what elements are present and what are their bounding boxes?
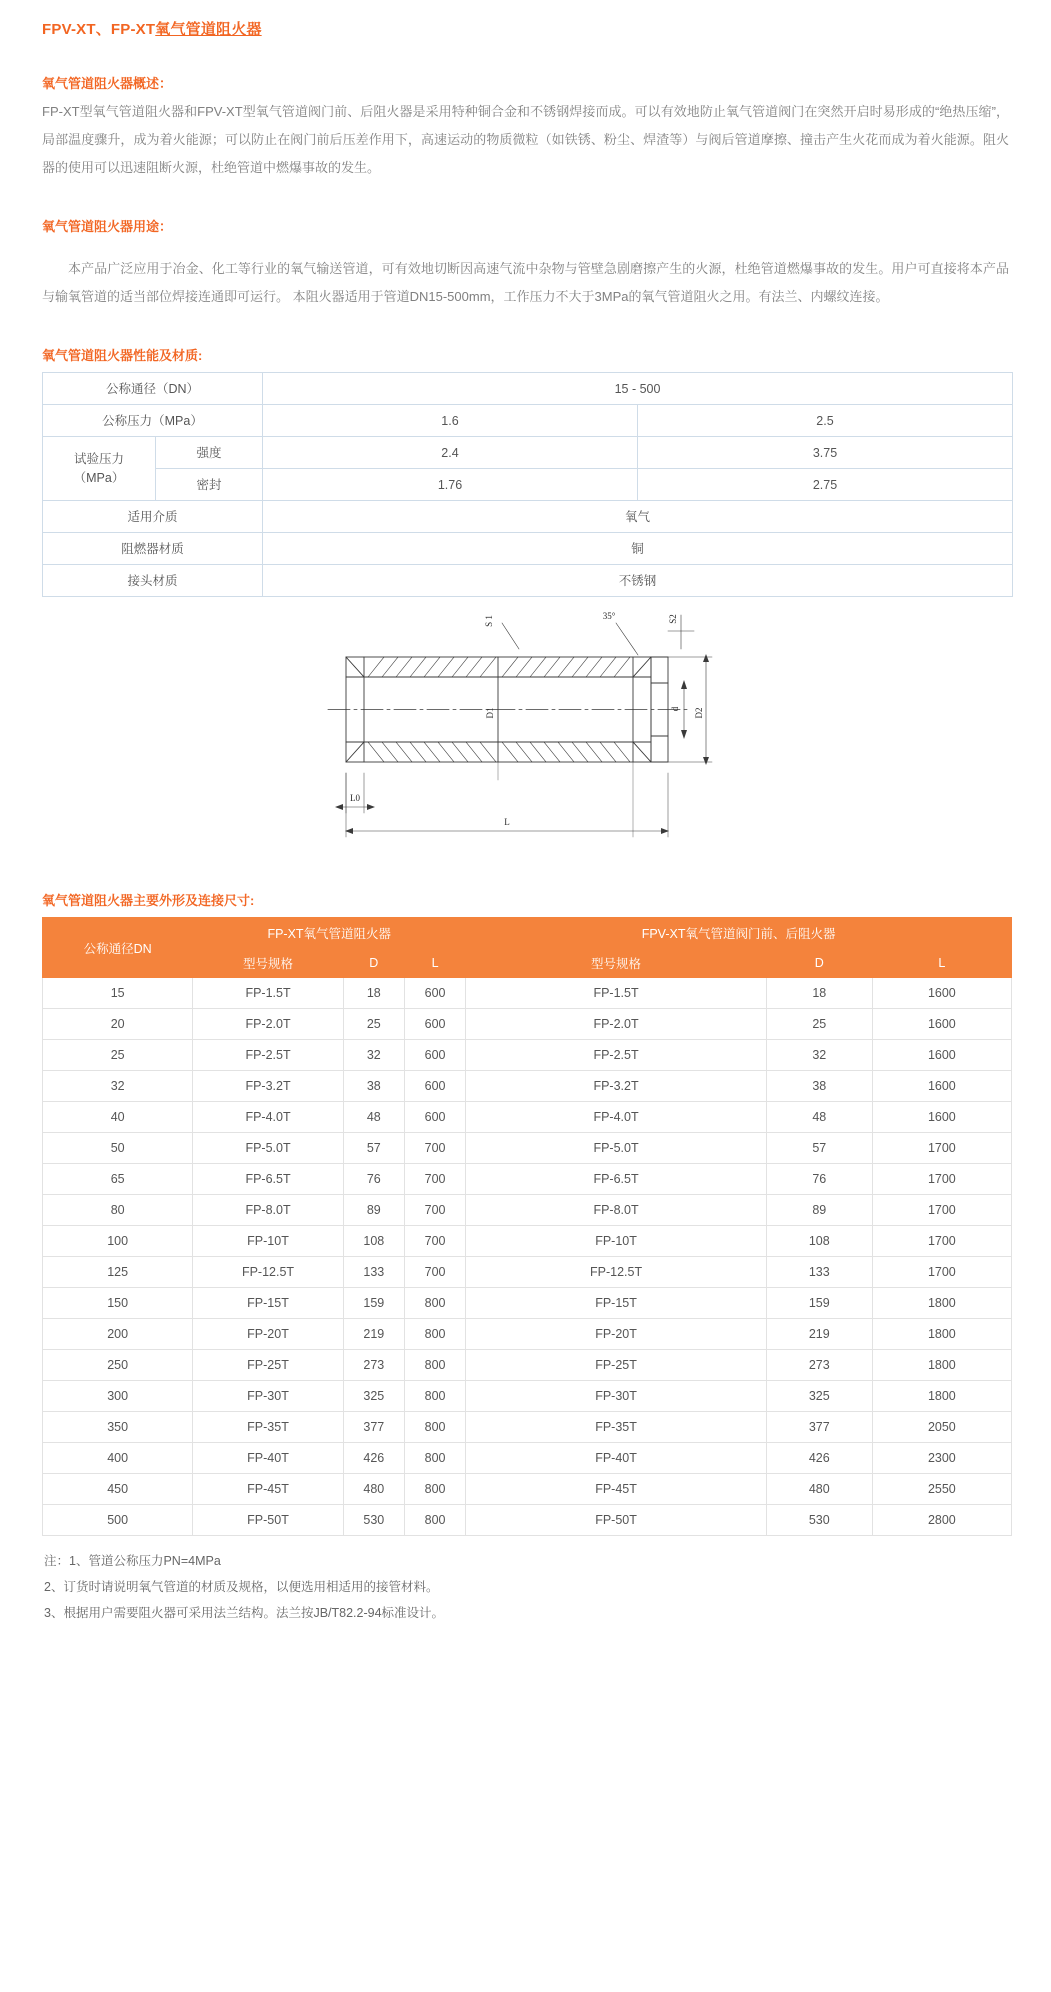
cell-b-model: FP-3.2T [466, 1071, 767, 1102]
cell-b-l: 1800 [872, 1288, 1011, 1319]
cell-dn: 125 [43, 1257, 193, 1288]
cell-a-d: 48 [343, 1102, 404, 1133]
cell-a-model: FP-10T [193, 1226, 343, 1257]
cell-dn: 450 [43, 1474, 193, 1505]
cell-a-l: 700 [404, 1195, 465, 1226]
table-row [43, 405, 1013, 437]
cell-b-d: 325 [766, 1381, 872, 1412]
cell-a-model: FP-50T [193, 1505, 343, 1536]
dimensions-header-row-1 [43, 918, 1012, 948]
cell-b-l: 2300 [872, 1443, 1011, 1474]
cell-b-d: 480 [766, 1474, 872, 1505]
table-row [43, 1350, 1012, 1381]
overview-heading: 氧气管道阻火器概述： [42, 76, 173, 91]
cell-a-d: 76 [343, 1164, 404, 1195]
cell-a-d: 57 [343, 1133, 404, 1164]
perf-value-strength-1: 2.4 [263, 437, 638, 469]
cell-a-d: 89 [343, 1195, 404, 1226]
cell-a-model: FP-20T [193, 1319, 343, 1350]
perf-value-medium: 氧气 [263, 501, 1013, 533]
cell-a-l: 800 [404, 1350, 465, 1381]
table-row [43, 437, 1013, 469]
drawing-label-s2: S2 [667, 614, 678, 624]
cell-a-d: 480 [343, 1474, 404, 1505]
table-row [43, 373, 1013, 405]
dimensions-table-body [43, 978, 1012, 1536]
dimensions-header-group-a: FP-XT氧气管道阻火器 [193, 918, 466, 948]
cell-a-model: FP-8.0T [193, 1195, 343, 1226]
cell-b-model: FP-2.5T [466, 1040, 767, 1071]
dimensions-heading: 氧气管道阻火器主要外形及连接尺寸: [42, 893, 255, 908]
cell-b-l: 1600 [872, 1071, 1011, 1102]
cell-b-model: FP-50T [466, 1505, 767, 1536]
perf-value-seal-2: 2.75 [638, 469, 1013, 501]
perf-label-test-pressure-line2: （MPa） [73, 470, 125, 485]
page-title [40, 0, 1011, 39]
cell-b-l: 1700 [872, 1195, 1011, 1226]
footer-notes [40, 1548, 1011, 1626]
note-line: 2、订货时请说明氧气管道的材质及规格，以便选用相适用的接管材料。 [44, 1580, 439, 1594]
cell-a-d: 18 [343, 978, 404, 1009]
cell-a-d: 530 [343, 1505, 404, 1536]
usage-heading: 氧气管道阻火器用途： [42, 219, 173, 234]
table-row [43, 1133, 1012, 1164]
table-row [43, 469, 1013, 501]
cell-b-d: 57 [766, 1133, 872, 1164]
cell-b-l: 1600 [872, 1102, 1011, 1133]
cell-b-model: FP-12.5T [466, 1257, 767, 1288]
cell-b-d: 159 [766, 1288, 872, 1319]
cell-a-d: 159 [343, 1288, 404, 1319]
cell-b-d: 108 [766, 1226, 872, 1257]
cell-a-l: 800 [404, 1381, 465, 1412]
cell-b-l: 2550 [872, 1474, 1011, 1505]
table-row [43, 1257, 1012, 1288]
table-row [43, 1319, 1012, 1350]
cell-b-l: 1800 [872, 1350, 1011, 1381]
perf-sub-strength: 强度 [156, 437, 263, 469]
cell-b-l: 1600 [872, 978, 1011, 1009]
cell-a-l: 800 [404, 1412, 465, 1443]
cell-a-l: 600 [404, 978, 465, 1009]
cell-b-model: FP-8.0T [466, 1195, 767, 1226]
table-row [43, 1381, 1012, 1412]
cell-dn: 50 [43, 1133, 193, 1164]
cell-b-d: 377 [766, 1412, 872, 1443]
cell-a-model: FP-3.2T [193, 1071, 343, 1102]
cell-b-d: 89 [766, 1195, 872, 1226]
cell-b-d: 273 [766, 1350, 872, 1381]
cell-b-d: 530 [766, 1505, 872, 1536]
cell-b-model: FP-35T [466, 1412, 767, 1443]
cell-b-l: 1600 [872, 1040, 1011, 1071]
cell-b-d: 76 [766, 1164, 872, 1195]
cell-b-model: FP-10T [466, 1226, 767, 1257]
cell-b-model: FP-2.0T [466, 1009, 767, 1040]
cell-dn: 350 [43, 1412, 193, 1443]
cell-a-model: FP-30T [193, 1381, 343, 1412]
cell-a-d: 133 [343, 1257, 404, 1288]
cell-a-l: 800 [404, 1474, 465, 1505]
cell-b-model: FP-4.0T [466, 1102, 767, 1133]
cell-b-l: 1600 [872, 1009, 1011, 1040]
perf-value-pn-2: 2.5 [638, 405, 1013, 437]
cell-b-model: FP-30T [466, 1381, 767, 1412]
dimensions-header-group-b: FPV-XT氧气管道阀门前、后阻火器 [466, 918, 1012, 948]
cell-b-model: FP-20T [466, 1319, 767, 1350]
table-row [43, 1195, 1012, 1226]
cell-b-model: FP-15T [466, 1288, 767, 1319]
perf-sub-seal: 密封 [156, 469, 263, 501]
drawing-label-l0: L0 [349, 793, 360, 803]
cell-dn: 100 [43, 1226, 193, 1257]
cell-dn: 150 [43, 1288, 193, 1319]
cell-dn: 32 [43, 1071, 193, 1102]
drawing-label-s1: S 1 [483, 615, 494, 627]
cell-dn: 40 [43, 1102, 193, 1133]
cell-a-d: 219 [343, 1319, 404, 1350]
cell-a-l: 600 [404, 1071, 465, 1102]
performance-heading: 氧气管道阻火器性能及材质: [42, 348, 203, 363]
perf-label-test-pressure [43, 437, 156, 501]
cell-dn: 15 [43, 978, 193, 1009]
drawing-label-d: d [669, 706, 680, 712]
cell-a-d: 25 [343, 1009, 404, 1040]
drawing-label-d2: D2 [693, 707, 704, 719]
cell-b-l: 1800 [872, 1381, 1011, 1412]
cell-b-d: 18 [766, 978, 872, 1009]
perf-label-medium: 适用介质 [43, 501, 263, 533]
dimensions-header-a-model: 型号规格 [193, 948, 343, 978]
cell-b-l: 1700 [872, 1164, 1011, 1195]
cell-b-d: 133 [766, 1257, 872, 1288]
table-row [43, 1040, 1012, 1071]
cell-a-d: 273 [343, 1350, 404, 1381]
dimensions-header-b-l: L [872, 948, 1011, 978]
table-row [43, 1071, 1012, 1102]
table-row [43, 1009, 1012, 1040]
table-row [43, 1412, 1012, 1443]
cell-a-l: 600 [404, 1102, 465, 1133]
cell-a-model: FP-12.5T [193, 1257, 343, 1288]
cell-b-model: FP-5.0T [466, 1133, 767, 1164]
dimensions-header-b-model: 型号规格 [466, 948, 767, 978]
cell-a-d: 325 [343, 1381, 404, 1412]
perf-value-strength-2: 3.75 [638, 437, 1013, 469]
perf-label-dn: 公称通径（DN） [43, 373, 263, 405]
cell-dn: 80 [43, 1195, 193, 1226]
cell-a-d: 426 [343, 1443, 404, 1474]
cell-b-l: 2050 [872, 1412, 1011, 1443]
table-row [43, 978, 1012, 1009]
flame-arrester-cad-drawing [316, 605, 736, 860]
cell-a-l: 800 [404, 1505, 465, 1536]
cell-a-model: FP-35T [193, 1412, 343, 1443]
table-row [43, 501, 1013, 533]
table-row [43, 565, 1013, 597]
cell-a-l: 700 [404, 1226, 465, 1257]
table-row [43, 1164, 1012, 1195]
note-line: 注：1、管道公称压力PN=4MPa [44, 1554, 221, 1568]
cell-b-l: 1700 [872, 1226, 1011, 1257]
usage-spacer [40, 241, 1011, 255]
cell-a-model: FP-1.5T [193, 978, 343, 1009]
cell-a-d: 108 [343, 1226, 404, 1257]
technical-drawing [40, 605, 1011, 860]
cell-b-model: FP-25T [466, 1350, 767, 1381]
perf-value-joint-material: 不锈钢 [263, 565, 1013, 597]
drawing-label-l: L [503, 817, 510, 827]
cell-a-d: 377 [343, 1412, 404, 1443]
cell-a-model: FP-4.0T [193, 1102, 343, 1133]
cell-b-model: FP-45T [466, 1474, 767, 1505]
cell-dn: 500 [43, 1505, 193, 1536]
cell-a-model: FP-2.5T [193, 1040, 343, 1071]
cell-b-model: FP-40T [466, 1443, 767, 1474]
cell-a-model: FP-15T [193, 1288, 343, 1319]
table-row [43, 1474, 1012, 1505]
cell-a-l: 800 [404, 1443, 465, 1474]
cell-a-l: 800 [404, 1288, 465, 1319]
overview-paragraph: FP-XT型氧气管道阻火器和FPV-XT型氧气管道阀门前、后阻火器是采用特种铜合金和不锈钢焊接而成。可以有效地防止氧气管道阀门在突然开启时易形成的“绝热压缩”，局部温度骤升，成为着火能源；可以防止在阀门前后压差作用下，高速运动的物质微粒（如铁锈、粉尘、焊渣等）与阀后管道摩擦、撞击产生火花而成为着火能源。阻火器的使用可以迅速阻断火源，杜绝管道中燃爆事故的发生。 [42, 104, 1009, 175]
perf-label-arrester-material: 阻燃器材质 [43, 533, 263, 565]
dimensions-header-a-d: D [343, 948, 404, 978]
cell-a-l: 600 [404, 1040, 465, 1071]
cell-b-l: 1800 [872, 1319, 1011, 1350]
cell-b-d: 32 [766, 1040, 872, 1071]
cell-a-model: FP-45T [193, 1474, 343, 1505]
cell-b-d: 426 [766, 1443, 872, 1474]
perf-label-test-pressure-line1: 试验压力 [73, 451, 124, 466]
cell-dn: 400 [43, 1443, 193, 1474]
table-row [43, 1226, 1012, 1257]
cell-b-l: 1700 [872, 1257, 1011, 1288]
page-title-link[interactable]: 氧气管道阻火器 [155, 21, 262, 38]
cell-a-model: FP-2.0T [193, 1009, 343, 1040]
cell-dn: 20 [43, 1009, 193, 1040]
cell-a-model: FP-40T [193, 1443, 343, 1474]
cell-a-l: 700 [404, 1133, 465, 1164]
table-row [43, 1505, 1012, 1536]
drawing-label-d1: D1 [484, 707, 495, 719]
cell-a-l: 600 [404, 1009, 465, 1040]
cell-dn: 25 [43, 1040, 193, 1071]
performance-table [42, 372, 1013, 597]
cell-a-l: 700 [404, 1257, 465, 1288]
cell-b-model: FP-1.5T [466, 978, 767, 1009]
perf-value-pn-1: 1.6 [263, 405, 638, 437]
cell-b-d: 25 [766, 1009, 872, 1040]
cell-a-model: FP-6.5T [193, 1164, 343, 1195]
table-row [43, 533, 1013, 565]
cell-dn: 65 [43, 1164, 193, 1195]
dimensions-header-a-l: L [404, 948, 465, 978]
cell-a-d: 32 [343, 1040, 404, 1071]
page-title-plain: FPV-XT、FP-XT [42, 21, 156, 38]
note-line: 3、根据用户需要阻火器可采用法兰结构。法兰按JB/T82.2-94标准设计。 [44, 1606, 445, 1620]
cell-b-l: 1700 [872, 1133, 1011, 1164]
cell-a-model: FP-25T [193, 1350, 343, 1381]
table-row [43, 1288, 1012, 1319]
cell-dn: 200 [43, 1319, 193, 1350]
cell-b-d: 219 [766, 1319, 872, 1350]
perf-value-arrester-material: 铜 [263, 533, 1013, 565]
cell-b-l: 2800 [872, 1505, 1011, 1536]
perf-label-pn: 公称压力（MPa） [43, 405, 263, 437]
dimensions-table [42, 917, 1012, 1536]
perf-value-dn: 15 - 500 [263, 373, 1013, 405]
cell-dn: 300 [43, 1381, 193, 1412]
cell-dn: 250 [43, 1350, 193, 1381]
table-row [43, 1102, 1012, 1133]
dimensions-header-b-d: D [766, 948, 872, 978]
usage-paragraph: 本产品广泛应用于冶金、化工等行业的氧气输送管道，可有效地切断因高速气流中杂物与管壁急剧磨擦产生的火源，杜绝管道燃爆事故的发生。用户可直接将本产品与输氧管道的适当部位焊接连通即可运行。 本阻火器适用于管道DN15-500mm，工作压力不大于3MPa的氧气管道阻火之用。有法兰、内螺纹连接。 [42, 261, 1009, 304]
drawing-label-angle: 35° [602, 611, 615, 621]
cell-a-model: FP-5.0T [193, 1133, 343, 1164]
perf-value-seal-1: 1.76 [263, 469, 638, 501]
table-row [43, 1443, 1012, 1474]
cell-b-model: FP-6.5T [466, 1164, 767, 1195]
cell-b-d: 48 [766, 1102, 872, 1133]
cell-a-l: 800 [404, 1319, 465, 1350]
cell-a-l: 700 [404, 1164, 465, 1195]
cell-a-d: 38 [343, 1071, 404, 1102]
cell-b-d: 38 [766, 1071, 872, 1102]
perf-label-joint-material: 接头材质 [43, 565, 263, 597]
dimensions-header-dn: 公称通径DN [43, 918, 193, 978]
